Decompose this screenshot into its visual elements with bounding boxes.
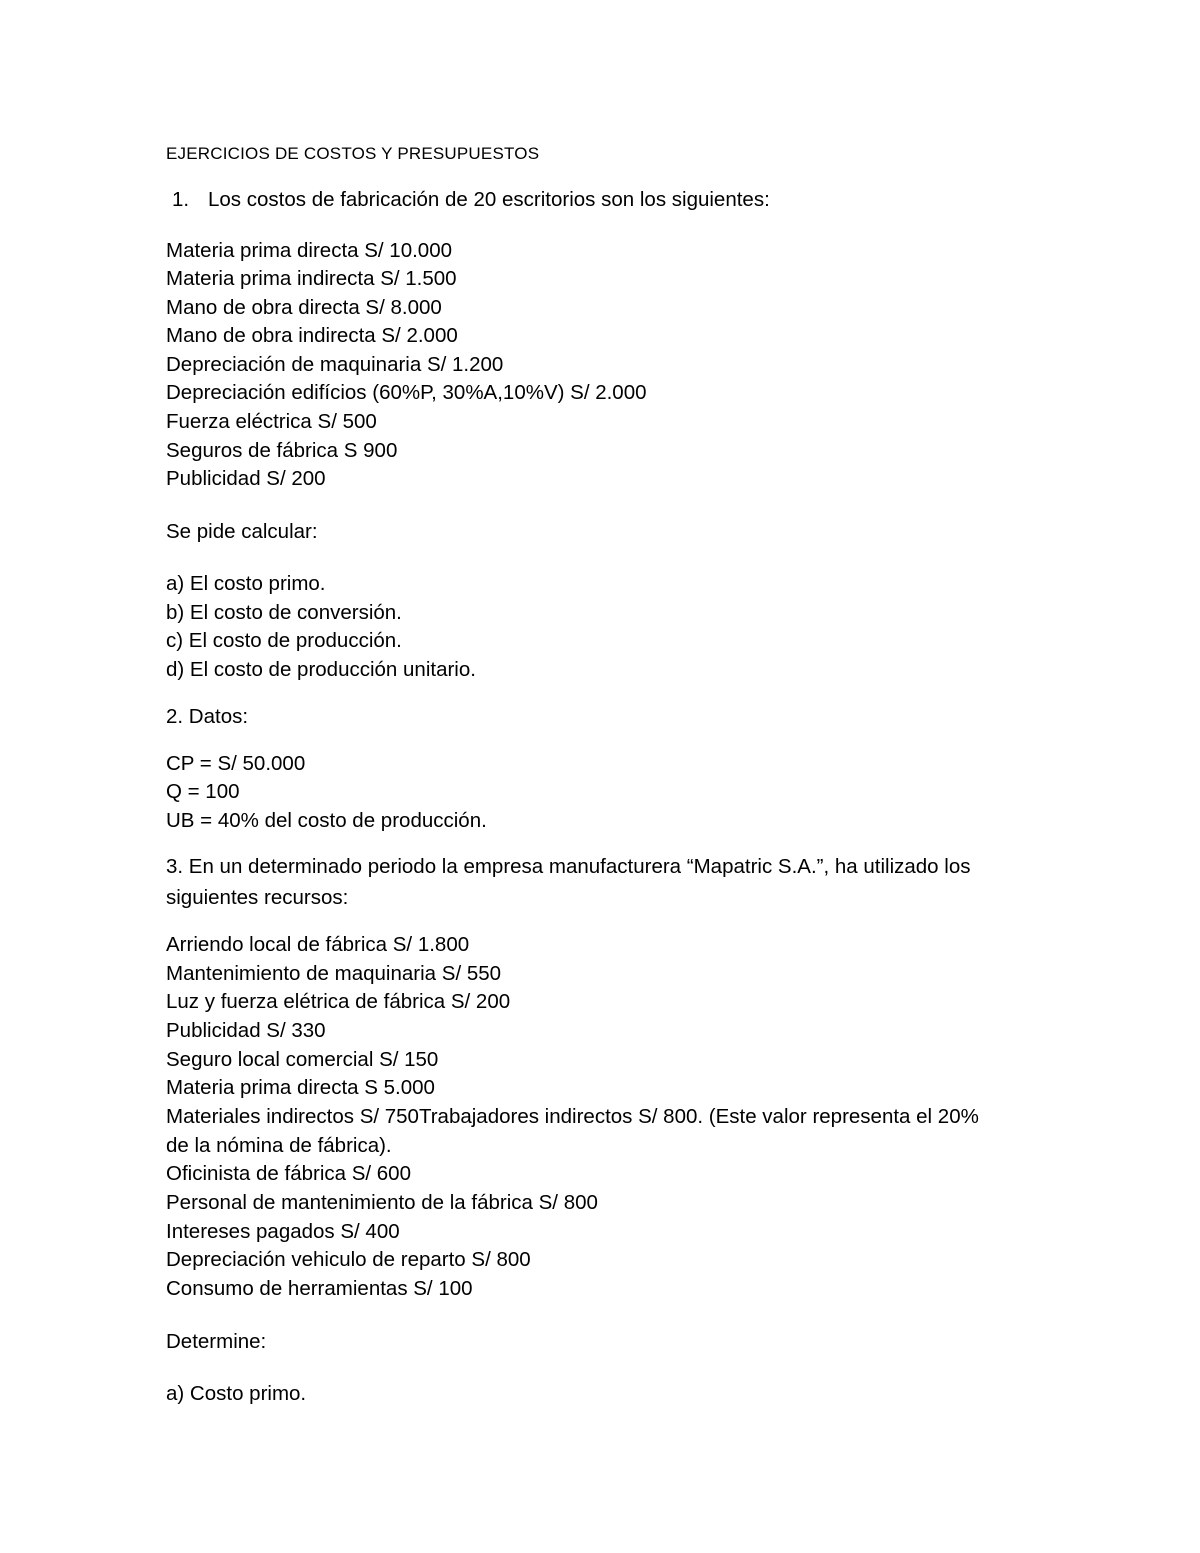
exercise-2-item: CP = S/ 50.000	[166, 752, 306, 775]
exercise-3-item: Arriendo local de fábrica S/ 1.800	[166, 933, 470, 956]
exercise-3-item: Publicidad S/ 330	[166, 1019, 326, 1042]
exercise-1-item: Seguros de fábrica S 900	[166, 439, 398, 462]
exercise-3-item: Consumo de herramientas S/ 100	[166, 1277, 473, 1300]
exercise-1-item: Materia prima indirecta S/ 1.500	[166, 267, 457, 290]
exercise-1-question: d) El costo de producción unitario.	[166, 658, 476, 681]
exercise-3-item: de la nómina de fábrica).	[166, 1134, 392, 1157]
exercise-2-item: UB = 40% del costo de producción.	[166, 809, 487, 832]
exercise-1-intro-text: Los costos de fabricación de 20 escritorios son los siguientes:	[208, 188, 770, 211]
exercise-3-intro-line-2: siguientes recursos:	[166, 886, 349, 909]
exercise-2-item: Q = 100	[166, 780, 240, 803]
exercise-1-item: Mano de obra directa S/ 8.000	[166, 296, 442, 319]
exercise-3-item: Materiales indirectos S/ 750Trabajadores indirectos S/ 800. (Este valor representa el 20%	[166, 1105, 979, 1128]
exercise-3-item: Intereses pagados S/ 400	[166, 1220, 400, 1243]
exercise-2-heading: 2. Datos:	[166, 705, 249, 728]
exercise-3-item: Seguro local comercial S/ 150	[166, 1048, 439, 1071]
exercise-3-intro-line-1: 3. En un determinado periodo la empresa manufacturera “Mapatric S.A.”, ha utilizado los	[166, 855, 971, 878]
exercise-1-item: Depreciación de maquinaria S/ 1.200	[166, 353, 504, 376]
exercise-3-prompt: Determine:	[166, 1330, 267, 1353]
exercise-1-question: a) El costo primo.	[166, 572, 326, 595]
document-title: EJERCICIOS DE COSTOS Y PRESUPUESTOS	[166, 144, 540, 163]
exercise-3-item: Depreciación vehiculo de reparto S/ 800	[166, 1248, 531, 1271]
exercise-1-intro	[0, 186, 1200, 214]
exercise-1-item: Mano de obra indirecta S/ 2.000	[166, 324, 458, 347]
exercise-1-item: Materia prima directa S/ 10.000	[166, 239, 452, 262]
exercise-3-item: Mantenimiento de maquinaria S/ 550	[166, 962, 502, 985]
exercise-1-question: b) El costo de conversión.	[166, 601, 402, 624]
exercise-3-item: Luz y fuerza elétrica de fábrica S/ 200	[166, 990, 511, 1013]
exercise-1-number: 1.	[172, 188, 190, 211]
exercise-1-question: c) El costo de producción.	[166, 629, 402, 652]
exercise-3-item: Materia prima directa S 5.000	[166, 1076, 435, 1099]
exercise-3-question: a) Costo primo.	[166, 1382, 307, 1405]
exercise-1-item: Publicidad S/ 200	[166, 467, 326, 490]
exercise-3-item: Oficinista de fábrica S/ 600	[166, 1162, 411, 1185]
exercise-1-item: Fuerza eléctrica S/ 500	[166, 410, 377, 433]
exercise-1-prompt: Se pide calcular:	[166, 520, 318, 543]
exercise-1-item: Depreciación edifícios (60%P, 30%A,10%V) S/ 2.000	[166, 381, 647, 404]
exercise-3-item: Personal de mantenimiento de la fábrica S/ 800	[166, 1191, 598, 1214]
